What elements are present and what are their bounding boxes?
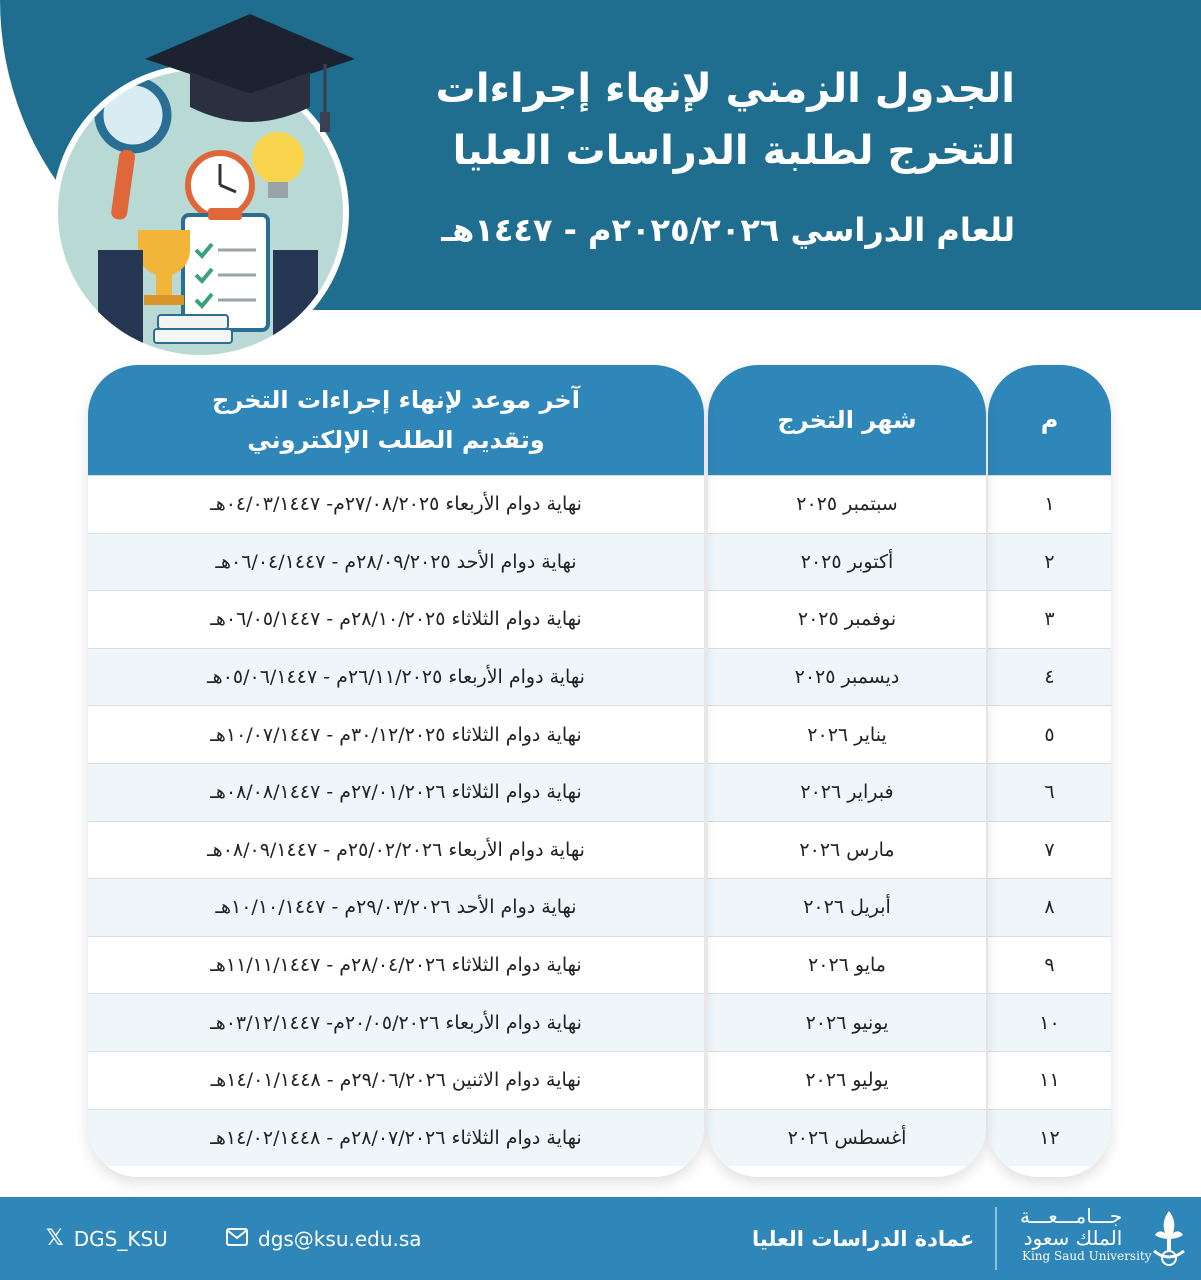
row-number: ٦ — [988, 763, 1111, 821]
row-number: ٨ — [988, 878, 1111, 936]
row-number: ٤ — [988, 648, 1111, 706]
row-deadline: نهاية دوام الثلاثاء ٣٠/١٢/٢٠٢٥م - ١٠/٠٧/١٤٤٧هـ — [88, 705, 704, 763]
row-deadline: نهاية دوام الأربعاء ٢٠/٠٥/٢٠٢٦م- ٠٣/١٢/١٤٤٧هـ — [88, 993, 704, 1051]
month-column — [708, 365, 986, 1177]
page-title — [395, 58, 1015, 256]
row-month: ديسمبر ٢٠٢٥ — [708, 648, 986, 706]
row-deadline: نهاية دوام الثلاثاء ٢٨/٠٤/٢٠٢٦م - ١١/١١/١٤٤٧هـ — [88, 936, 704, 994]
row-number: ٧ — [988, 821, 1111, 879]
row-month: يناير ٢٠٢٦ — [708, 705, 986, 763]
university-name-ar-line-2: الملك سعود — [1023, 1226, 1123, 1250]
row-month: أبريل ٢٠٢٦ — [708, 878, 986, 936]
row-deadline: نهاية دوام الأحد ٢٨/٠٩/٢٠٢٥م - ٠٦/٠٤/١٤٤٧هـ — [88, 533, 704, 591]
row-month: يونيو ٢٠٢٦ — [708, 993, 986, 1051]
university-name-ar-line-1: جـــامـــعـــة — [1020, 1204, 1123, 1228]
ksu-emblem-icon — [1146, 1209, 1192, 1267]
row-number: ١١ — [988, 1051, 1111, 1109]
university-name-ar — [1020, 1205, 1122, 1249]
twitter-link[interactable] — [46, 1197, 168, 1280]
email-address: dgs@ksu.edu.sa — [258, 1226, 422, 1251]
title-line-3: للعام الدراسي ٢٠٢٥/٢٠٢٦م - ١٤٤٧هـ — [441, 211, 1015, 249]
email-link[interactable] — [226, 1197, 422, 1280]
number-header: م — [988, 365, 1111, 475]
row-number: ١ — [988, 475, 1111, 533]
row-month: مايو ٢٠٢٦ — [708, 936, 986, 994]
row-number: ٩ — [988, 936, 1111, 994]
row-deadline: نهاية دوام الأربعاء ٢٧/٠٨/٢٠٢٥م- ٠٤/٠٣/١٤٤٧هـ — [88, 475, 704, 533]
row-month: سبتمبر ٢٠٢٥ — [708, 475, 986, 533]
title-line-1: الجدول الزمني لإنهاء إجراءات — [435, 66, 1015, 112]
row-deadline: نهاية دوام الأحد ٢٩/٠٣/٢٠٢٦م - ١٠/١٠/١٤٤٧هـ — [88, 878, 704, 936]
month-header: شهر التخرج — [708, 365, 986, 475]
graduation-cap-icon — [140, 14, 360, 134]
row-deadline: نهاية دوام الثلاثاء ٢٨/٠٧/٢٠٢٦م - ١٤/٠٢/١٤٤٨هـ — [88, 1109, 704, 1167]
row-deadline: نهاية دوام الاثنين ٢٩/٠٦/٢٠٢٦م - ١٤/٠١/١٤٤٨هـ — [88, 1051, 704, 1109]
deadline-header — [88, 365, 704, 475]
row-deadline: نهاية دوام الثلاثاء ٢٧/٠١/٢٠٢٦م - ٠٨/٠٨/١٤٤٧هـ — [88, 763, 704, 821]
x-icon: 𝕏 — [46, 1226, 64, 1251]
row-month: مارس ٢٠٢٦ — [708, 821, 986, 879]
deadline-header-line-2: وتقديم الطلب الإلكتروني — [247, 426, 545, 454]
row-deadline: نهاية دوام الأربعاء ٢٦/١١/٢٠٢٥م - ٠٥/٠٦/١٤٤٧هـ — [88, 648, 704, 706]
row-month: أغسطس ٢٠٢٦ — [708, 1109, 986, 1167]
deanship-name: عمادة الدراسات العليا — [752, 1226, 975, 1251]
footer-bar — [0, 1197, 1201, 1280]
footer-divider — [995, 1207, 997, 1270]
title-line-2: التخرج لطلبة الدراسات العليا — [452, 128, 1015, 174]
mail-icon — [226, 1227, 248, 1251]
row-month: نوفمبر ٢٠٢٥ — [708, 590, 986, 648]
row-number: ١٠ — [988, 993, 1111, 1051]
row-number: ٣ — [988, 590, 1111, 648]
twitter-handle: DGS_KSU — [73, 1226, 168, 1251]
row-number: ٥ — [988, 705, 1111, 763]
row-number: ٢ — [988, 533, 1111, 591]
university-name-en: King Saud University — [1022, 1249, 1152, 1263]
row-number: ١٢ — [988, 1109, 1111, 1167]
deadline-header-line-1: آخر موعد لإنهاء إجراءات التخرج — [212, 386, 580, 414]
row-deadline: نهاية دوام الأربعاء ٢٥/٠٢/٢٠٢٦م - ٠٨/٠٩/١٤٤٧هـ — [88, 821, 704, 879]
row-month: فبراير ٢٠٢٦ — [708, 763, 986, 821]
deadline-column — [88, 365, 704, 1177]
number-column — [988, 365, 1111, 1177]
row-month: يوليو ٢٠٢٦ — [708, 1051, 986, 1109]
row-month: أكتوبر ٢٠٢٥ — [708, 533, 986, 591]
row-deadline: نهاية دوام الثلاثاء ٢٨/١٠/٢٠٢٥م - ٠٦/٠٥/١٤٤٧هـ — [88, 590, 704, 648]
